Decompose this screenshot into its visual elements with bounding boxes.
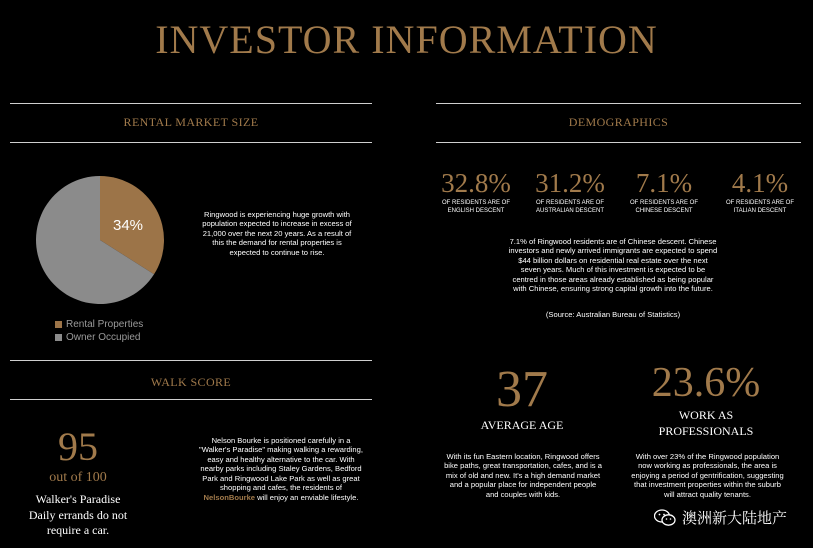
walk-heading: WALK SCORE <box>150 375 232 389</box>
legend-label-rental: Rental Properties <box>66 319 144 330</box>
demo-bottom-rule <box>436 142 801 143</box>
stat-chinese <box>620 170 708 216</box>
stat-english-pct: 32.8% <box>441 168 511 198</box>
professionals-paragraph: With over 23% of the Ringwood population now working as professionals, the area is enjoying a period of gentrification, suggesting that investment properties within the suburb will attract quality tenants. <box>631 452 784 499</box>
average-age-value: 37 <box>496 361 548 418</box>
stat-chinese-label-1: OF RESIDENTS ARE OF <box>629 200 698 206</box>
walk-desc-line-2: Daily errands do not <box>28 507 128 522</box>
professionals-label-1: WORK AS <box>678 408 734 422</box>
average-age-paragraph: With its fun Eastern location, Ringwood offers bike paths, great transportation, cafes, and is a mix of old and new. It's a high demand market and a popular place for independent people and couples with kids. <box>444 452 602 499</box>
stat-chinese-label <box>620 200 708 216</box>
stat-australian <box>526 170 614 216</box>
walk-desc-line-3: require a car. <box>46 523 110 538</box>
demographics-heading: DEMOGRAPHICS <box>568 115 669 129</box>
professionals-value: 23.6% <box>651 360 761 406</box>
stat-australian-label-1: OF RESIDENTS ARE OF <box>535 200 604 206</box>
page-title: INVESTOR INFORMATION <box>155 17 658 62</box>
stat-english-label <box>432 200 520 216</box>
rental-pie-chart <box>34 174 166 306</box>
legend-label-owner: Owner Occupied <box>66 332 141 343</box>
stat-italian-pct: 4.1% <box>731 168 789 198</box>
rental-top-rule <box>10 103 372 104</box>
rental-description: Ringwood is experiencing huge growth with population expected to increase in excess of 21,000 over the next 20 years. As a result of this the demand for rental properties is expected to continue to rise. <box>202 210 352 257</box>
stat-australian-pct: 31.2% <box>535 168 605 198</box>
brand-name: NelsonBourke <box>203 492 256 502</box>
stat-italian <box>714 170 806 216</box>
walk-score-out-of: out of 100 <box>49 470 107 485</box>
stat-italian-label-2: ITALIAN DESCENT <box>733 207 787 214</box>
stat-english-label-1: OF RESIDENTS ARE OF <box>441 200 510 206</box>
stat-australian-label-2: AUSTRALIAN DESCENT <box>535 207 604 214</box>
professionals-label-2: PROFESSIONALS <box>658 423 754 438</box>
stat-english-label-2: ENGLISH DESCENT <box>447 207 505 214</box>
rental-bottom-rule <box>10 142 372 143</box>
walk-para-after: will enjoy an enviable lifestyle. <box>257 492 359 502</box>
demo-top-rule <box>436 103 801 104</box>
professionals-label <box>636 408 776 439</box>
legend-swatch-owner <box>55 334 62 341</box>
walk-score-description <box>18 492 138 539</box>
stat-australian-label <box>526 200 614 216</box>
pie-data-label: 34% <box>112 217 144 234</box>
walk-score-value: 95 <box>58 424 98 469</box>
stat-italian-label <box>714 200 806 216</box>
legend-item-owner <box>55 331 143 344</box>
stat-english <box>432 170 520 216</box>
demographics-source: (Source: Australian Bureau of Statistics) <box>545 310 681 319</box>
legend-swatch-rental <box>55 321 62 328</box>
watermark-text: 澳洲新大陆地产 <box>681 510 787 527</box>
average-age-label: AVERAGE AGE <box>480 418 564 432</box>
stat-chinese-pct: 7.1% <box>635 168 693 198</box>
wechat-icon <box>654 509 676 527</box>
rental-heading: RENTAL MARKET SIZE <box>123 115 259 129</box>
walk-para-before: Nelson Bourke is positioned carefully in a "Walker's Paradise" making walking a rewarding, easy and healthy alternative to the car. With nearby parks including Staley Gardens, Bedford Park and Ringwood Lake Park as well as great shopping and cafes, the residents of <box>199 436 363 493</box>
watermark <box>654 507 787 528</box>
pie-legend <box>55 318 143 344</box>
walk-top-rule <box>10 360 372 361</box>
walk-paragraph <box>196 436 366 502</box>
stat-italian-label-1: OF RESIDENTS ARE OF <box>725 200 794 206</box>
walk-bottom-rule <box>10 399 372 400</box>
legend-item-rental <box>55 318 143 331</box>
walk-desc-line-1: Walker's Paradise <box>35 492 121 506</box>
stat-chinese-label-2: CHINESE DESCENT <box>635 207 693 214</box>
demographics-paragraph: 7.1% of Ringwood residents are of Chinese descent. Chinese investors and newly arrived immigrants are expected to spend $44 billion dollars on residential real estate over the next seven years. Much of this investment is expected to be centred in those areas already established as being popular with Chinese, ensuring strong capital growth into the future. <box>508 237 718 294</box>
